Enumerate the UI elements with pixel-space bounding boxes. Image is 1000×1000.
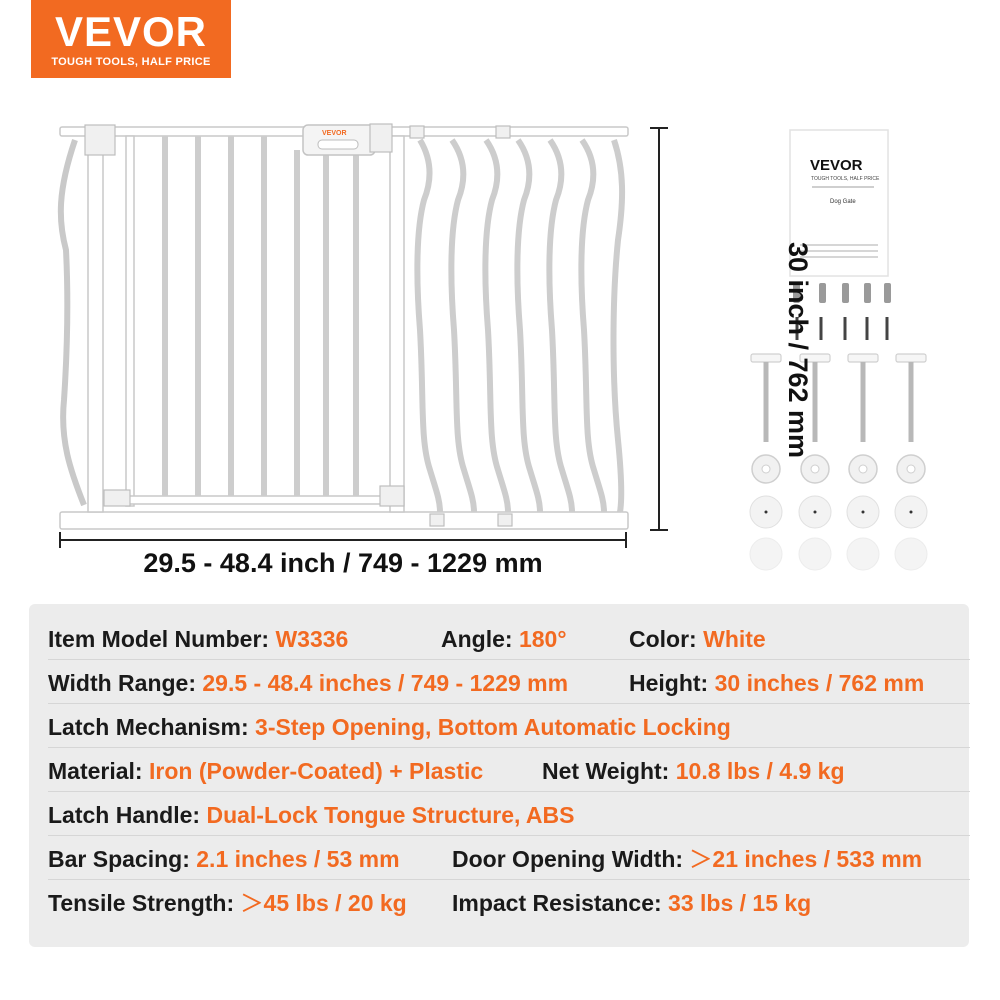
spec-value: ＞45 lbs / 20 kg [234, 890, 407, 916]
spec-value: 180° [512, 626, 567, 652]
width-dimension-line [60, 532, 626, 548]
spec-label: Height: [629, 670, 709, 696]
spec-label: Tensile Strength: [48, 890, 235, 916]
spec-value: 10.8 lbs / 4.9 kg [669, 758, 845, 784]
spec-row [48, 662, 970, 704]
door-bottom-rail [104, 496, 394, 504]
spec-label: Item Model Number: [48, 626, 270, 652]
door-bars [165, 136, 356, 496]
spec-row [48, 706, 970, 748]
spec-item [441, 618, 567, 660]
spec-divider [48, 791, 970, 792]
top-right-bracket [370, 124, 392, 152]
spec-label: Color: [629, 626, 697, 652]
spec-item [48, 882, 407, 924]
brand-name: VEVOR [54, 8, 208, 55]
spec-label: Bar Spacing: [48, 846, 190, 872]
spec-item [48, 706, 731, 748]
extension-clip-bottom [430, 514, 444, 526]
spec-value: Iron (Powder-Coated) + Plastic [142, 758, 484, 784]
brand-tagline: TOUGH TOOLS, HALF PRICE [51, 56, 211, 68]
door-right-frame [390, 136, 404, 512]
door-left-frame [126, 136, 134, 506]
gate-handle-grip [318, 140, 358, 149]
spec-item [48, 794, 575, 836]
spec-value: Dual-Lock Tongue Structure, ABS [200, 802, 575, 828]
spec-label: Angle: [441, 626, 513, 652]
spec-item [629, 618, 766, 660]
height-dimension-label: 30 inch / 762 mm [783, 241, 813, 459]
extension-clip-bottom-2 [498, 514, 512, 526]
spec-row [48, 838, 970, 880]
top-left-bracket [85, 125, 115, 155]
height-dimension-line [650, 128, 668, 530]
spec-value: W3336 [269, 626, 349, 652]
spec-item [48, 618, 348, 660]
spec-value: 29.5 - 48.4 inches / 749 - 1229 mm [196, 670, 569, 696]
spec-value: 2.1 inches / 53 mm [189, 846, 400, 872]
spec-item [452, 882, 811, 924]
spec-row [48, 618, 970, 660]
bottom-right-bracket [380, 486, 404, 506]
spec-item [542, 750, 845, 792]
spec-value: 3-Step Opening, Bottom Automatic Locking [248, 714, 731, 740]
spec-divider [48, 659, 970, 660]
spec-label: Width Range: [48, 670, 196, 696]
spec-divider [48, 747, 970, 748]
spec-label: Material: [48, 758, 143, 784]
spec-row [48, 794, 970, 836]
gate-handle-logo: VEVOR [322, 130, 347, 137]
spec-label: Impact Resistance: [452, 890, 662, 916]
extension-clip-top [410, 126, 424, 138]
spec-divider [48, 835, 970, 836]
spec-value: White [696, 626, 766, 652]
spec-label: Door Opening Width: [452, 846, 684, 872]
gate-left-post [88, 136, 103, 512]
spec-item [48, 838, 400, 880]
manual-tagline: TOUGH TOOLS, HALF PRICE [811, 176, 880, 182]
spec-value: ＞21 inches / 533 mm [683, 846, 923, 872]
spec-item [48, 662, 568, 704]
spec-label: Net Weight: [542, 758, 670, 784]
spec-value: 33 lbs / 15 kg [661, 890, 812, 916]
spec-divider [48, 879, 970, 880]
spec-divider [48, 703, 970, 704]
spec-row [48, 750, 970, 792]
width-dimension-label: 29.5 - 48.4 inch / 749 - 1229 mm [143, 548, 543, 578]
wall-cups [750, 496, 927, 528]
spec-label: Latch Mechanism: [48, 714, 249, 740]
bottom-left-bracket [104, 490, 130, 506]
spec-label: Latch Handle: [48, 802, 201, 828]
rubber-pads [750, 538, 927, 570]
manual-brand: VEVOR [810, 157, 863, 174]
spec-item [629, 662, 924, 704]
spec-item [48, 750, 483, 792]
extension-bars [417, 140, 622, 512]
spec-row [48, 882, 970, 924]
gate-left-curve-bar [61, 140, 84, 505]
spec-item [452, 838, 922, 880]
manual-title: Dog Gate [830, 199, 856, 205]
gate-bottom-rail [60, 512, 628, 529]
spec-value: 30 inches / 762 mm [708, 670, 925, 696]
extension-clip-top-2 [496, 126, 510, 138]
